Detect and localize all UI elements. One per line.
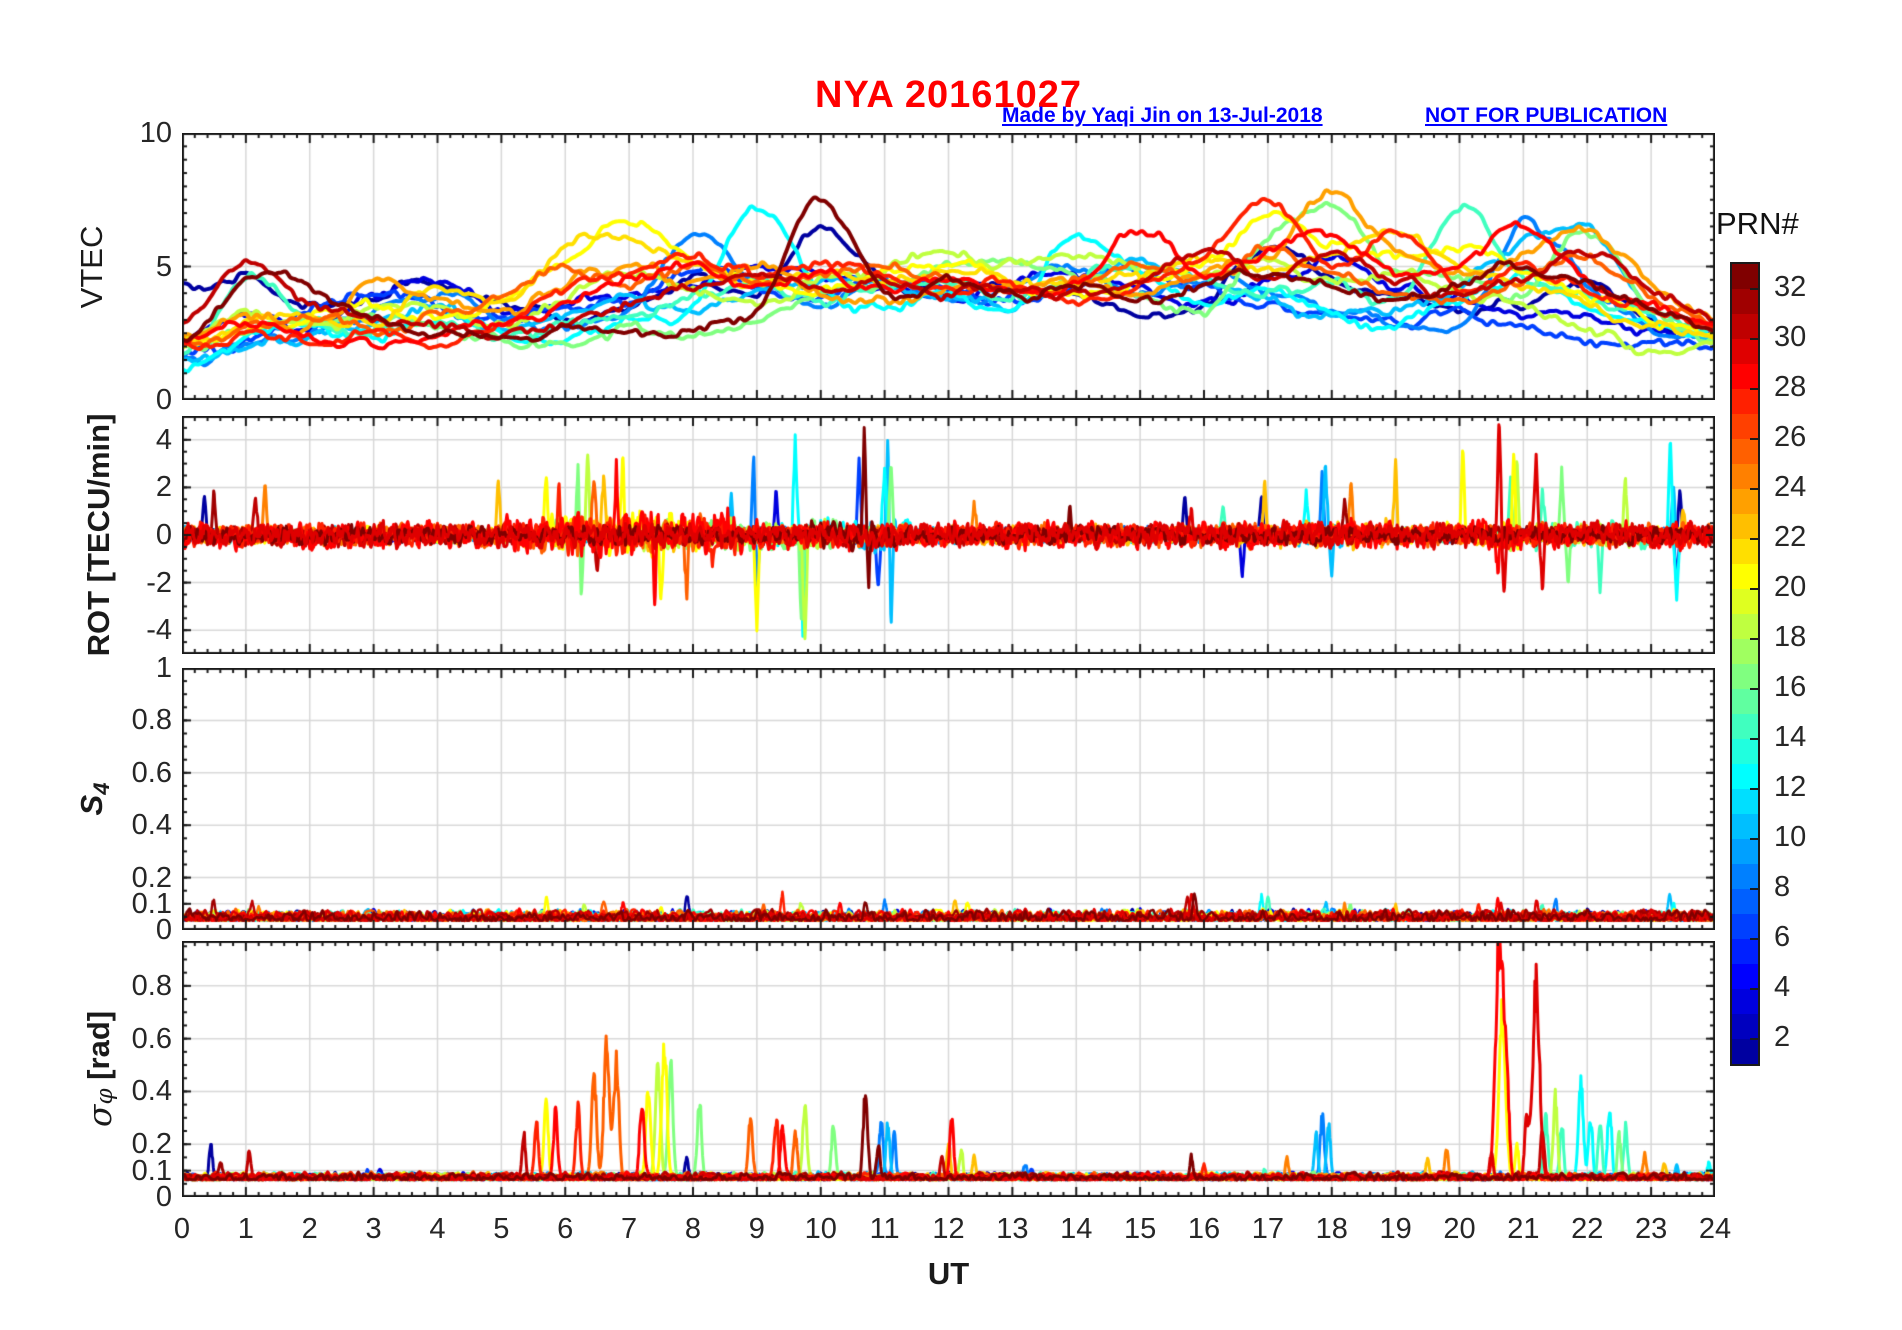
credit-line: Made by Yaqi Jin on 13-Jul-2018 bbox=[1002, 104, 1323, 127]
colorbar-segment-prn-28 bbox=[1732, 364, 1758, 389]
x-tick-label: 1 bbox=[237, 1213, 254, 1245]
y-tick-label-s4: 0 bbox=[155, 914, 172, 946]
colorbar-segment-prn-27 bbox=[1732, 389, 1758, 414]
colorbar-tick bbox=[1750, 1038, 1758, 1040]
y-tick-label-sigma_phi: 0.6 bbox=[131, 1022, 172, 1055]
colorbar-segment-prn-22 bbox=[1732, 514, 1758, 539]
colorbar-tick-label: 32 bbox=[1774, 271, 1807, 303]
colorbar-segment-prn-10 bbox=[1732, 814, 1758, 839]
x-tick-label: 0 bbox=[173, 1213, 191, 1245]
page-title: NYA 20161027 bbox=[815, 74, 1082, 116]
x-tick-label: 12 bbox=[932, 1213, 965, 1245]
colorbar-segment-prn-14 bbox=[1732, 714, 1758, 739]
not-for-publication-watermark: NOT FOR PUBLICATION bbox=[1425, 104, 1668, 127]
colorbar-segment-prn-21 bbox=[1732, 539, 1758, 564]
y-tick-label-rot: -2 bbox=[146, 566, 172, 599]
x-axis-label: UT bbox=[927, 1256, 970, 1291]
colorbar-tick bbox=[1750, 488, 1758, 490]
y-tick-label-s4: 0.1 bbox=[131, 887, 172, 920]
y-tick-label-vtec: 5 bbox=[155, 250, 172, 283]
x-tick-label: 20 bbox=[1443, 1213, 1476, 1245]
colorbar-segment-prn-15 bbox=[1732, 689, 1758, 714]
x-tick-label: 24 bbox=[1698, 1213, 1732, 1245]
colorbar-segment-prn-3 bbox=[1732, 989, 1758, 1014]
colorbar-tick bbox=[1750, 738, 1758, 740]
x-tick-label: 5 bbox=[493, 1213, 510, 1245]
colorbar-segment-prn-19 bbox=[1732, 589, 1758, 614]
colorbar-tick-label: 8 bbox=[1774, 871, 1791, 903]
y-tick-label-sigma_phi: 0.4 bbox=[131, 1075, 172, 1108]
y-tick-label-sigma_phi: 0 bbox=[155, 1181, 172, 1213]
colorbar-tick bbox=[1750, 388, 1758, 390]
colorbar-tick bbox=[1750, 338, 1758, 340]
colorbar-segment-prn-26 bbox=[1732, 414, 1758, 439]
colorbar-tick-label: 26 bbox=[1774, 421, 1807, 453]
colorbar-tick bbox=[1750, 688, 1758, 690]
colorbar-segment-prn-31 bbox=[1732, 289, 1758, 314]
y-axis-label-vtec: VTEC bbox=[74, 225, 109, 308]
colorbar-segment-prn-4 bbox=[1732, 964, 1758, 989]
x-tick-label: 14 bbox=[1060, 1213, 1093, 1245]
colorbar-segment-prn-7 bbox=[1732, 889, 1758, 914]
colorbar-title: PRN# bbox=[1716, 206, 1799, 241]
colorbar-segment-prn-25 bbox=[1732, 439, 1758, 464]
y-tick-label-sigma_phi: 0.2 bbox=[131, 1128, 172, 1161]
panel-s4 bbox=[182, 668, 1715, 930]
colorbar-segment-prn-18 bbox=[1732, 614, 1758, 639]
x-tick-label: 19 bbox=[1379, 1213, 1412, 1245]
colorbar-tick-label: 18 bbox=[1774, 621, 1807, 653]
colorbar-segment-prn-11 bbox=[1732, 789, 1758, 814]
x-tick-label: 15 bbox=[1123, 1213, 1157, 1245]
colorbar-segment-prn-12 bbox=[1732, 764, 1758, 789]
rot-plot-canvas bbox=[182, 416, 1715, 654]
colorbar-tick bbox=[1750, 888, 1758, 890]
y-tick-label-vtec: 0 bbox=[155, 384, 172, 416]
x-tick-label: 22 bbox=[1571, 1213, 1604, 1245]
y-tick-label-rot: -4 bbox=[146, 614, 172, 647]
colorbar-segment-prn-13 bbox=[1732, 739, 1758, 764]
colorbar-segment-prn-9 bbox=[1732, 839, 1758, 864]
sigma-phi-plot-canvas bbox=[182, 941, 1715, 1197]
colorbar-tick-label: 6 bbox=[1774, 921, 1791, 953]
y-tick-label-s4: 0.6 bbox=[131, 756, 172, 789]
y-tick-label-sigma_phi: 0.8 bbox=[131, 969, 172, 1002]
colorbar-tick-label: 24 bbox=[1774, 471, 1807, 503]
colorbar-tick bbox=[1750, 438, 1758, 440]
colorbar-tick-label: 30 bbox=[1774, 321, 1807, 353]
prn-colorbar bbox=[1730, 262, 1760, 1066]
colorbar-tick-label: 2 bbox=[1774, 1021, 1791, 1053]
colorbar-tick-label: 12 bbox=[1774, 771, 1807, 803]
colorbar-tick bbox=[1750, 988, 1758, 990]
colorbar-tick-label: 14 bbox=[1774, 721, 1807, 753]
colorbar-segment-prn-16 bbox=[1732, 664, 1758, 689]
panel-sigma-phi bbox=[182, 941, 1715, 1197]
vtec-plot-canvas bbox=[182, 133, 1715, 400]
y-tick-label-s4: 0.2 bbox=[131, 861, 172, 894]
colorbar-segment-prn-6 bbox=[1732, 914, 1758, 939]
colorbar-segment-prn-17 bbox=[1732, 639, 1758, 664]
colorbar-tick bbox=[1750, 538, 1758, 540]
colorbar-segment-prn-8 bbox=[1732, 864, 1758, 889]
x-tick-label: 18 bbox=[1315, 1213, 1348, 1245]
colorbar-tick bbox=[1750, 788, 1758, 790]
colorbar-tick bbox=[1750, 838, 1758, 840]
colorbar-segment-prn-20 bbox=[1732, 564, 1758, 589]
y-axis-label-s4: $S_4$ bbox=[74, 782, 115, 816]
colorbar-tick-label: 28 bbox=[1774, 371, 1807, 403]
y-tick-label-s4: 0.8 bbox=[131, 704, 172, 737]
colorbar-tick bbox=[1750, 938, 1758, 940]
x-tick-label: 4 bbox=[429, 1213, 446, 1245]
colorbar-tick bbox=[1750, 288, 1758, 290]
x-tick-label: 10 bbox=[804, 1213, 837, 1245]
x-tick-label: 9 bbox=[748, 1213, 765, 1245]
s4-plot-canvas bbox=[182, 668, 1715, 930]
colorbar-segment-prn-23 bbox=[1732, 489, 1758, 514]
colorbar-tick-label: 20 bbox=[1774, 571, 1807, 603]
y-tick-label-sigma_phi: 0.1 bbox=[131, 1154, 172, 1187]
x-tick-label: 17 bbox=[1251, 1213, 1284, 1245]
y-tick-label-vtec: 10 bbox=[139, 117, 172, 149]
colorbar-tick bbox=[1750, 588, 1758, 590]
colorbar-segment-prn-32 bbox=[1732, 264, 1758, 289]
x-tick-label: 23 bbox=[1634, 1213, 1668, 1245]
x-tick-label: 16 bbox=[1187, 1213, 1221, 1245]
x-tick-label: 8 bbox=[684, 1213, 702, 1245]
y-tick-label-s4: 0.4 bbox=[131, 809, 172, 842]
colorbar-tick-label: 10 bbox=[1774, 821, 1807, 853]
y-tick-label-s4: 1 bbox=[155, 652, 172, 684]
colorbar-tick-label: 16 bbox=[1774, 671, 1807, 703]
panel-vtec bbox=[182, 133, 1715, 400]
x-tick-label: 2 bbox=[301, 1213, 318, 1245]
x-tick-label: 3 bbox=[365, 1213, 382, 1245]
panel-rot bbox=[182, 416, 1715, 654]
colorbar-segment-prn-29 bbox=[1732, 339, 1758, 364]
colorbar-segment-prn-24 bbox=[1732, 464, 1758, 489]
colorbar-tick-label: 4 bbox=[1774, 971, 1791, 1003]
colorbar-segment-prn-1 bbox=[1732, 1039, 1758, 1064]
y-tick-label-rot: 4 bbox=[155, 423, 172, 456]
x-tick-label: 6 bbox=[557, 1213, 574, 1245]
x-tick-label: 21 bbox=[1507, 1213, 1540, 1245]
colorbar-tick bbox=[1750, 638, 1758, 640]
y-axis-label-rot: ROT [TECU/min] bbox=[81, 413, 116, 657]
y-tick-label-rot: 0 bbox=[155, 519, 172, 551]
colorbar-segment-prn-5 bbox=[1732, 939, 1758, 964]
y-tick-label-rot: 2 bbox=[155, 471, 172, 504]
y-axis-label-sigma-phi: σ $_\varphi$ [rad] bbox=[79, 1010, 119, 1128]
colorbar-segment-prn-2 bbox=[1732, 1014, 1758, 1039]
x-tick-label: 7 bbox=[621, 1213, 638, 1245]
x-tick-label: 13 bbox=[996, 1213, 1029, 1245]
colorbar-tick-label: 22 bbox=[1774, 521, 1807, 553]
x-tick-label: 11 bbox=[869, 1213, 900, 1245]
colorbar-segment-prn-30 bbox=[1732, 314, 1758, 339]
